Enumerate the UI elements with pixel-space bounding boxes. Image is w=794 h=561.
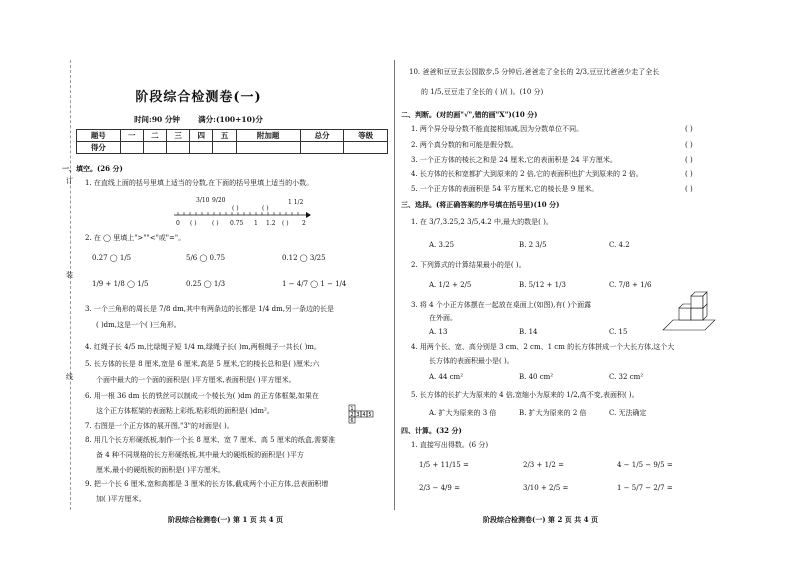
table-header-cell: 四 (190, 130, 213, 142)
calc-item[interactable]: 3/10 + 2/5 = (523, 484, 569, 492)
question-5-cont: 个面中最大的一个面的面积是( )平方厘米,表面积是( )平方厘米。 (96, 376, 296, 384)
choice-option[interactable]: B. 40 cm² (519, 373, 554, 381)
question-3: 3. 一个三角形的周长是 7/8 dm,其中有两条边的长都是 1/4 dm,另一条边的长是 (85, 305, 335, 313)
choice-option[interactable]: B. 扩大为原来的 2 倍 (519, 409, 587, 417)
judge-answer-paren[interactable]: ( ) (685, 185, 693, 193)
choice-question-5: 5. 长方体的长扩大为原来的 4 倍,宽缩小为原来的 1/2,高不变,表面积( )。 (411, 391, 639, 399)
numline-bottom-label: 2 (302, 220, 306, 227)
choice-question-4: 4. 用两个长、宽、高分别是 3 cm、2 cm、1 cm 的长方体拼成一个大长方体,这个大 (411, 343, 675, 351)
calc-subheading: 1. 直接写出得数。(6 分) (411, 441, 489, 449)
compare-item: 0.25 ◯ 1/3 (186, 280, 226, 288)
score-cell[interactable] (213, 142, 236, 154)
choice-question-3: 3. 将 4 个小正方体摆在一起放在桌面上(如图),有( )个面露 (411, 301, 592, 309)
net-face-label: 3 (356, 412, 360, 418)
page-divider (394, 60, 395, 510)
question-10: 10. 爸爸和豆豆去公园散步,5 分钟后,爸爸走了全长的 2/3,豆豆比爸爸少走了全长 (409, 68, 660, 76)
exam-time: 时间:90 分钟 (134, 115, 180, 124)
question-5: 5. 长方体的长是 8 厘米,宽是 6 厘米,高是 5 厘米,它的棱长总和是( )厘米;六 (85, 360, 320, 368)
question-4: 4. 红绳子长 4/5 m,比绿绳子短 1/4 m,绿绳子长( )m,两根绳子一共长( )m。 (85, 343, 321, 351)
numline-top-label: 9/20 (212, 197, 226, 204)
calc-item[interactable]: 4 − 1/5 − 9/5 = (617, 461, 673, 469)
binding-char: 装 (66, 271, 73, 279)
score-cell[interactable] (236, 142, 300, 154)
choice-option[interactable]: C. 32 cm² (609, 373, 644, 381)
judge-item: 4. 长方体的长和宽都扩大到原来的 2 倍,它的表面积也扩大到原来的 2 倍。 (411, 170, 643, 178)
table-header-cell: 题号 (77, 130, 121, 142)
choice-option[interactable]: A. 1/2 + 2/5 (429, 281, 472, 289)
judge-item: 3. 一个正方体的棱长之和是 24 厘米,它的表面积是 24 平方厘米。 (411, 156, 617, 164)
choice-option[interactable]: C. 4.2 (609, 241, 630, 249)
section-judge-heading: 二、判断。(对的画"√",错的画"X")(10 分) (401, 110, 538, 119)
calc-item[interactable]: 2/3 + 1/2 = (523, 461, 564, 469)
question-2: 2. 在 ◯ 里填上">""<"或"="。 (85, 234, 186, 242)
right-page (397, 0, 794, 561)
binding-char: 订 (66, 177, 73, 185)
binding-line (70, 60, 71, 510)
question-9-cont: 加( )平方厘米。 (96, 495, 146, 503)
section-choice-heading: 三、选择。(将正确答案的序号填在括号里)(10 分) (401, 200, 560, 209)
numline-bottom-label: ( ) (212, 220, 219, 227)
question-3-cont: ( )dm,这是一个( )三角形。 (96, 321, 181, 329)
calc-item[interactable]: 1 − 5/7 − 2/7 = (617, 484, 673, 492)
question-9: 9. 把一个长 6 厘米,宽和高都是 3 厘米的长方体,截成两个小正方体,总表面积增 (85, 480, 329, 488)
net-face-label: 4 (362, 412, 366, 418)
exam-full-score: 满分:(100+10)分 (198, 115, 263, 124)
judge-answer-paren[interactable]: ( ) (685, 170, 693, 178)
numline-bottom-label: 1.2 (266, 220, 276, 227)
numline-top-label: ( ) (262, 205, 269, 212)
choice-question-2: 2. 下列算式的计算结果最小的是( )。 (411, 261, 526, 269)
judge-answer-paren[interactable]: ( ) (685, 125, 693, 133)
choice-option[interactable]: A. 扩大为原来的 3 倍 (429, 409, 497, 417)
table-header-cell: 总分 (300, 130, 344, 142)
choice-option[interactable]: A. 3.25 (429, 241, 455, 249)
question-7: 7. 右图是一个正方体的展开图,"3"的对面是( )。 (85, 422, 234, 430)
cube-net-figure (348, 404, 378, 430)
table-row (77, 130, 388, 142)
table-row-label: 得分 (77, 142, 121, 154)
numline-top-label: 1 1/2 (288, 199, 304, 206)
net-face-label: 6 (350, 418, 354, 424)
net-face-label: 1 (350, 406, 354, 412)
table-header-cell: 三 (167, 130, 190, 142)
numline-bottom-label: 0 (176, 220, 180, 227)
choice-option[interactable]: C. 7/8 + 1/6 (609, 281, 652, 289)
net-face-label: 2 (350, 412, 354, 418)
choice-option[interactable]: C. 无法确定 (609, 409, 647, 417)
table-row (77, 142, 388, 154)
compare-item: 0.27 ◯ 1/5 (92, 254, 132, 262)
judge-item: 5. 一个正方体的表面积是 54 平方厘米,它的棱长是 9 厘米。 (411, 185, 599, 193)
net-face-label: 5 (368, 412, 372, 418)
calc-item[interactable]: 2/3 − 4/9 = (419, 484, 460, 492)
score-cell[interactable] (300, 142, 344, 154)
question-8-cont: 备 4 种不同规格的长方形硬纸板,其中最大的硬纸板的面积是( )平方 (96, 451, 304, 459)
table-header-cell: 二 (143, 130, 166, 142)
judge-item: 2. 两个真分数的和可能是假分数。 (411, 141, 518, 149)
question-8: 8. 用几个长方形硬纸板,制作一个长 8 厘米、宽 7 厘米、高 5 厘米的纸盒,需要准 (85, 436, 336, 444)
score-cell[interactable] (190, 142, 213, 154)
page-footer: 阶段综合检测卷(一) 第 1 页 共 4 页 (168, 515, 283, 524)
section-calc-heading: 四、计算。(32 分) (401, 426, 462, 435)
score-cell[interactable] (344, 142, 388, 154)
compare-item: 1 − 4/7 ◯ 1 − 1/4 (282, 280, 347, 288)
binding-char: 线 (66, 373, 73, 381)
judge-answer-paren[interactable]: ( ) (685, 141, 693, 149)
judge-answer-paren[interactable]: ( ) (685, 156, 693, 164)
score-cell[interactable] (120, 142, 143, 154)
choice-question-1: 1. 在 3/7,3.25,2 3/5,4.2 中,最大的数是( )。 (411, 218, 553, 226)
table-header-cell: 五 (213, 130, 236, 142)
choice-option[interactable]: B. 5/12 + 1/3 (519, 281, 566, 289)
numline-top-label: ( ) (232, 205, 239, 212)
choice-question-3-cont: 在外面。 (429, 314, 457, 322)
question-6: 6. 用一根 36 dm 长的铁丝可以制成一个棱长为( )dm 的正方体框架,如果在 (85, 392, 319, 400)
judge-item: 1. 两个异分母分数不能直接相加减,因为分数单位不同。 (411, 125, 584, 133)
choice-question-4-cont: 长方体的表面积最小是( )。 (429, 357, 514, 365)
score-cell[interactable] (167, 142, 190, 154)
compare-item: 5/6 ◯ 0.75 (186, 254, 226, 262)
table-header-cell: 附加题 (236, 130, 300, 142)
compare-item: 0.12 ◯ 3/25 (282, 254, 326, 262)
question-10-cont: 的 1/5,豆豆走了全长的 ( )/( )。(10 分) (421, 88, 544, 96)
stacked-cubes-figure (661, 290, 717, 332)
numline-bottom-label: 1 (254, 220, 258, 227)
numline-bottom-label: 0.75 (230, 220, 244, 227)
compare-item: 1/9 + 1/8 ◯ 1/5 (92, 280, 149, 288)
score-table (76, 129, 388, 154)
calc-item[interactable]: 1/5 + 11/15 = (419, 461, 469, 469)
choice-option[interactable]: A. 44 cm² (429, 373, 464, 381)
choice-option[interactable]: A. 13 (429, 328, 448, 336)
exam-meta (0, 114, 397, 125)
section-fill-heading: 一、填空。(26 分) (62, 164, 123, 173)
numline-bottom-label: ( ) (282, 220, 289, 227)
page-title: 阶段综合检测卷(一) (135, 90, 262, 105)
question-8-cont: 厘米,最小的硬纸板的面积是( )平方厘米。 (96, 466, 225, 474)
choice-option[interactable]: B. 2 3/5 (519, 241, 547, 249)
score-cell[interactable] (143, 142, 166, 154)
numline-top-label: 3/10 (196, 197, 210, 204)
choice-option[interactable]: B. 14 (519, 328, 538, 336)
page-footer: 阶段综合检测卷(一) 第 2 页 共 4 页 (483, 515, 598, 524)
question-6-cont: 这个正方体框架的表面粘上彩纸,粘彩纸的面积是( )dm²。 (96, 407, 274, 415)
question-1: 1. 在直线上面的括号里填上适当的分数,在下面的括号里填上适当的小数。 (85, 179, 314, 187)
choice-option[interactable]: C. 15 (609, 328, 628, 336)
table-header-cell: 一 (120, 130, 143, 142)
table-header-cell: 等级 (344, 130, 388, 142)
numline-bottom-label: ( ) (190, 220, 197, 227)
